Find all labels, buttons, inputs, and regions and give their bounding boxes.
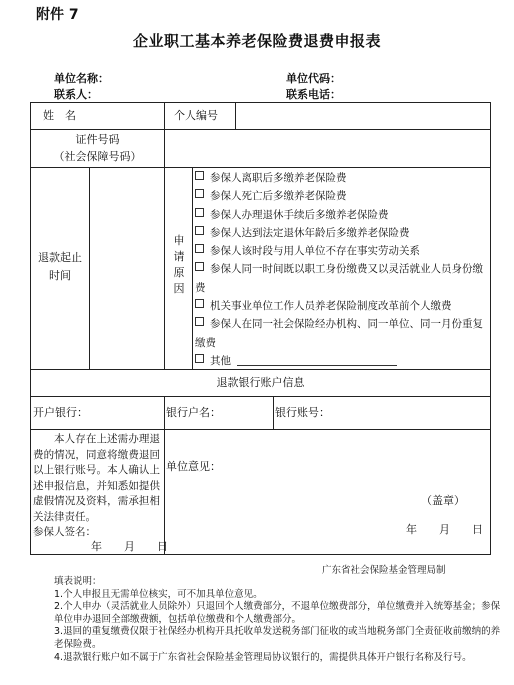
note-item: 1.个人申报且无需单位核实，可不加具单位意见。: [54, 588, 263, 600]
col-divider: [164, 103, 165, 129]
row-divider: [31, 396, 490, 397]
unit-opinion-label: 单位意见：: [166, 460, 221, 473]
checkbox-icon[interactable]: [195, 171, 204, 180]
notes-title: 填表说明：: [54, 576, 102, 587]
issuing-organization: 广东省社会保险基金管理局制: [322, 565, 446, 576]
reason-option[interactable]: 参保人达到法定退休年龄后多缴养老保险费: [195, 224, 489, 242]
unit-name-label: 单位名称：: [54, 72, 109, 85]
bank-info-title: 退款银行账户信息: [216, 376, 305, 389]
checkbox-icon[interactable]: [195, 226, 204, 235]
reason-option-other[interactable]: 其他: [195, 352, 489, 370]
col-divider: [164, 429, 165, 555]
cert-label: 证件号码 （社会保障号码）: [53, 133, 142, 163]
account-holder-label: 银行户名：: [166, 406, 221, 419]
declaration-text: 本人存在上述需办理退费的情况，同意将缴费退回以上银行账号。本人确认上述申报信息，并知悉如提供虚假情况及资料，需承担相关法律责任。 参保人签名：: [33, 432, 160, 541]
checkbox-icon[interactable]: [195, 189, 204, 198]
col-divider: [164, 396, 165, 429]
note-item: 3.退回的重复缴费仅限于社保经办机构开具托收单发送税务部门征收的或当地税务部门全责征收前缴纳的养老保险费。: [54, 626, 501, 650]
application-reason-label: 申 请 原 因: [173, 234, 185, 295]
col-divider: [235, 103, 236, 129]
attachment-label: 附件 7: [36, 7, 79, 23]
contact-label: 联系人：: [54, 88, 98, 101]
checkbox-icon[interactable]: [195, 317, 204, 326]
other-reason-field[interactable]: [237, 355, 397, 366]
account-number-label: 银行账号：: [275, 406, 330, 419]
reason-option[interactable]: 参保人在同一社会保险经办机构、同一单位、同一月份重复缴费: [195, 318, 483, 349]
checkbox-icon[interactable]: [195, 299, 204, 308]
col-divider: [89, 167, 90, 369]
seal-label: （盖章）: [421, 494, 465, 507]
unit-date: 年 月 日: [406, 523, 483, 536]
note-item: 2.个人申办（灵活就业人员除外）只退回个人缴费部分，不退单位缴费部分，单位缴费并入统筹基金；参保单位申办退回全部缴费额，包括单位缴费和个人缴费部分。: [54, 601, 501, 625]
row-divider: [31, 167, 490, 168]
personal-id-label: 个人编号: [174, 109, 218, 122]
signature-date: 年 月 日: [91, 540, 168, 553]
reason-option[interactable]: 机关事业单位工作人员养老保险制度改革前个人缴费: [195, 297, 489, 315]
checkbox-icon[interactable]: [195, 354, 204, 363]
fill-instructions: [54, 576, 504, 664]
reason-option[interactable]: 参保人该时段与用人单位不存在事实劳动关系: [195, 242, 489, 260]
unit-code-label: 单位代码：: [286, 72, 341, 85]
reason-checkbox-list: [195, 169, 489, 370]
reason-option[interactable]: 参保人同一时间既以职工身份缴费又以灵活就业人员身份缴费: [195, 263, 483, 294]
form-title: 企业职工基本养老保险费退费申报表: [132, 32, 381, 50]
checkbox-icon[interactable]: [195, 262, 204, 271]
col-divider: [164, 129, 165, 167]
row-divider: [31, 429, 490, 430]
checkbox-icon[interactable]: [195, 244, 204, 253]
note-item: 4.退款银行账户如不属于广东省社会保险基金管理局协议银行的，需提供具体开户银行名称及行号。: [54, 651, 472, 663]
refund-period-label: 退款起止 时间: [38, 251, 82, 282]
refund-form-table: [30, 102, 491, 555]
reason-option[interactable]: 参保人办理退休手续后多缴养老保险费: [195, 206, 489, 224]
name-label: 姓 名: [43, 109, 76, 122]
bank-name-label: 开户银行：: [33, 406, 88, 419]
checkbox-icon[interactable]: [195, 208, 204, 217]
signature-label: 参保人签名：: [33, 526, 96, 538]
reason-option[interactable]: 参保人离职后多缴养老保险费: [195, 169, 489, 187]
contact-phone-label: 联系电话：: [286, 88, 341, 101]
col-divider: [273, 396, 274, 429]
row-divider: [31, 129, 490, 130]
reason-option[interactable]: 参保人死亡后多缴养老保险费: [195, 187, 489, 205]
